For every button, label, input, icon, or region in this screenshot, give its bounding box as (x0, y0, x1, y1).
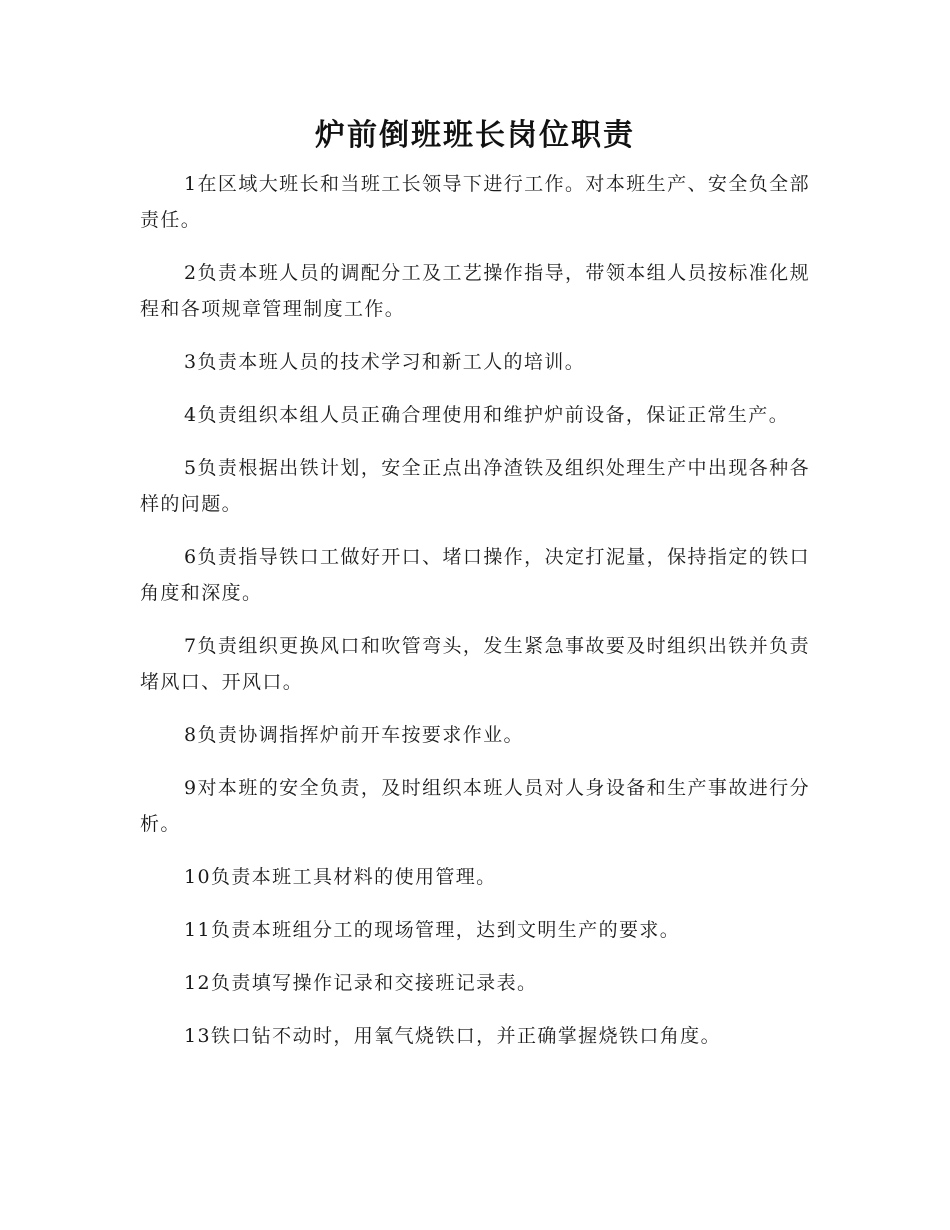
paragraph-2: 2负责本班人员的调配分工及工艺操作指导，带领本组人员按标准化规程和各项规章管理制度工作。 (140, 262, 810, 320)
paragraph-12: 12负责填写操作记录和交接班记录表。 (184, 972, 538, 994)
paragraph-11: 11负责本班组分工的现场管理，达到文明生产的要求。 (184, 919, 681, 941)
document-title: 炉前倒班班长岗位职责 (315, 118, 635, 153)
paragraph-9: 9对本班的安全负责，及时组织本班人员对人身设备和生产事故进行分析。 (140, 777, 810, 835)
paragraph-3: 3负责本班人员的技术学习和新工人的培训。 (184, 351, 586, 373)
paragraph-10: 10负责本班工具材料的使用管理。 (184, 866, 497, 888)
paragraph-5: 5负责根据出铁计划，安全正点出净渣铁及组织处理生产中出现各种各样的问题。 (140, 457, 810, 515)
paragraph-7: 7负责组织更换风口和吹管弯头，发生紧急事故要及时组织出铁并负责堵风口、开风口。 (140, 635, 810, 693)
paragraph-8: 8负责协调指挥炉前开车按要求作业。 (184, 724, 524, 746)
paragraph-1: 1在区域大班长和当班工长领导下进行工作。对本班生产、安全负全部责任。 (140, 173, 810, 231)
document-body (140, 166, 810, 1071)
paragraph-6: 6负责指导铁口工做好开口、堵口操作，决定打泥量，保持指定的铁口角度和深度。 (140, 546, 810, 604)
paragraph-4: 4负责组织本组人员正确合理使用和维护炉前设备，保证正常生产。 (184, 404, 790, 426)
paragraph-13: 13铁口钻不动时，用氧气烧铁口，并正确掌握烧铁口角度。 (184, 1025, 721, 1047)
